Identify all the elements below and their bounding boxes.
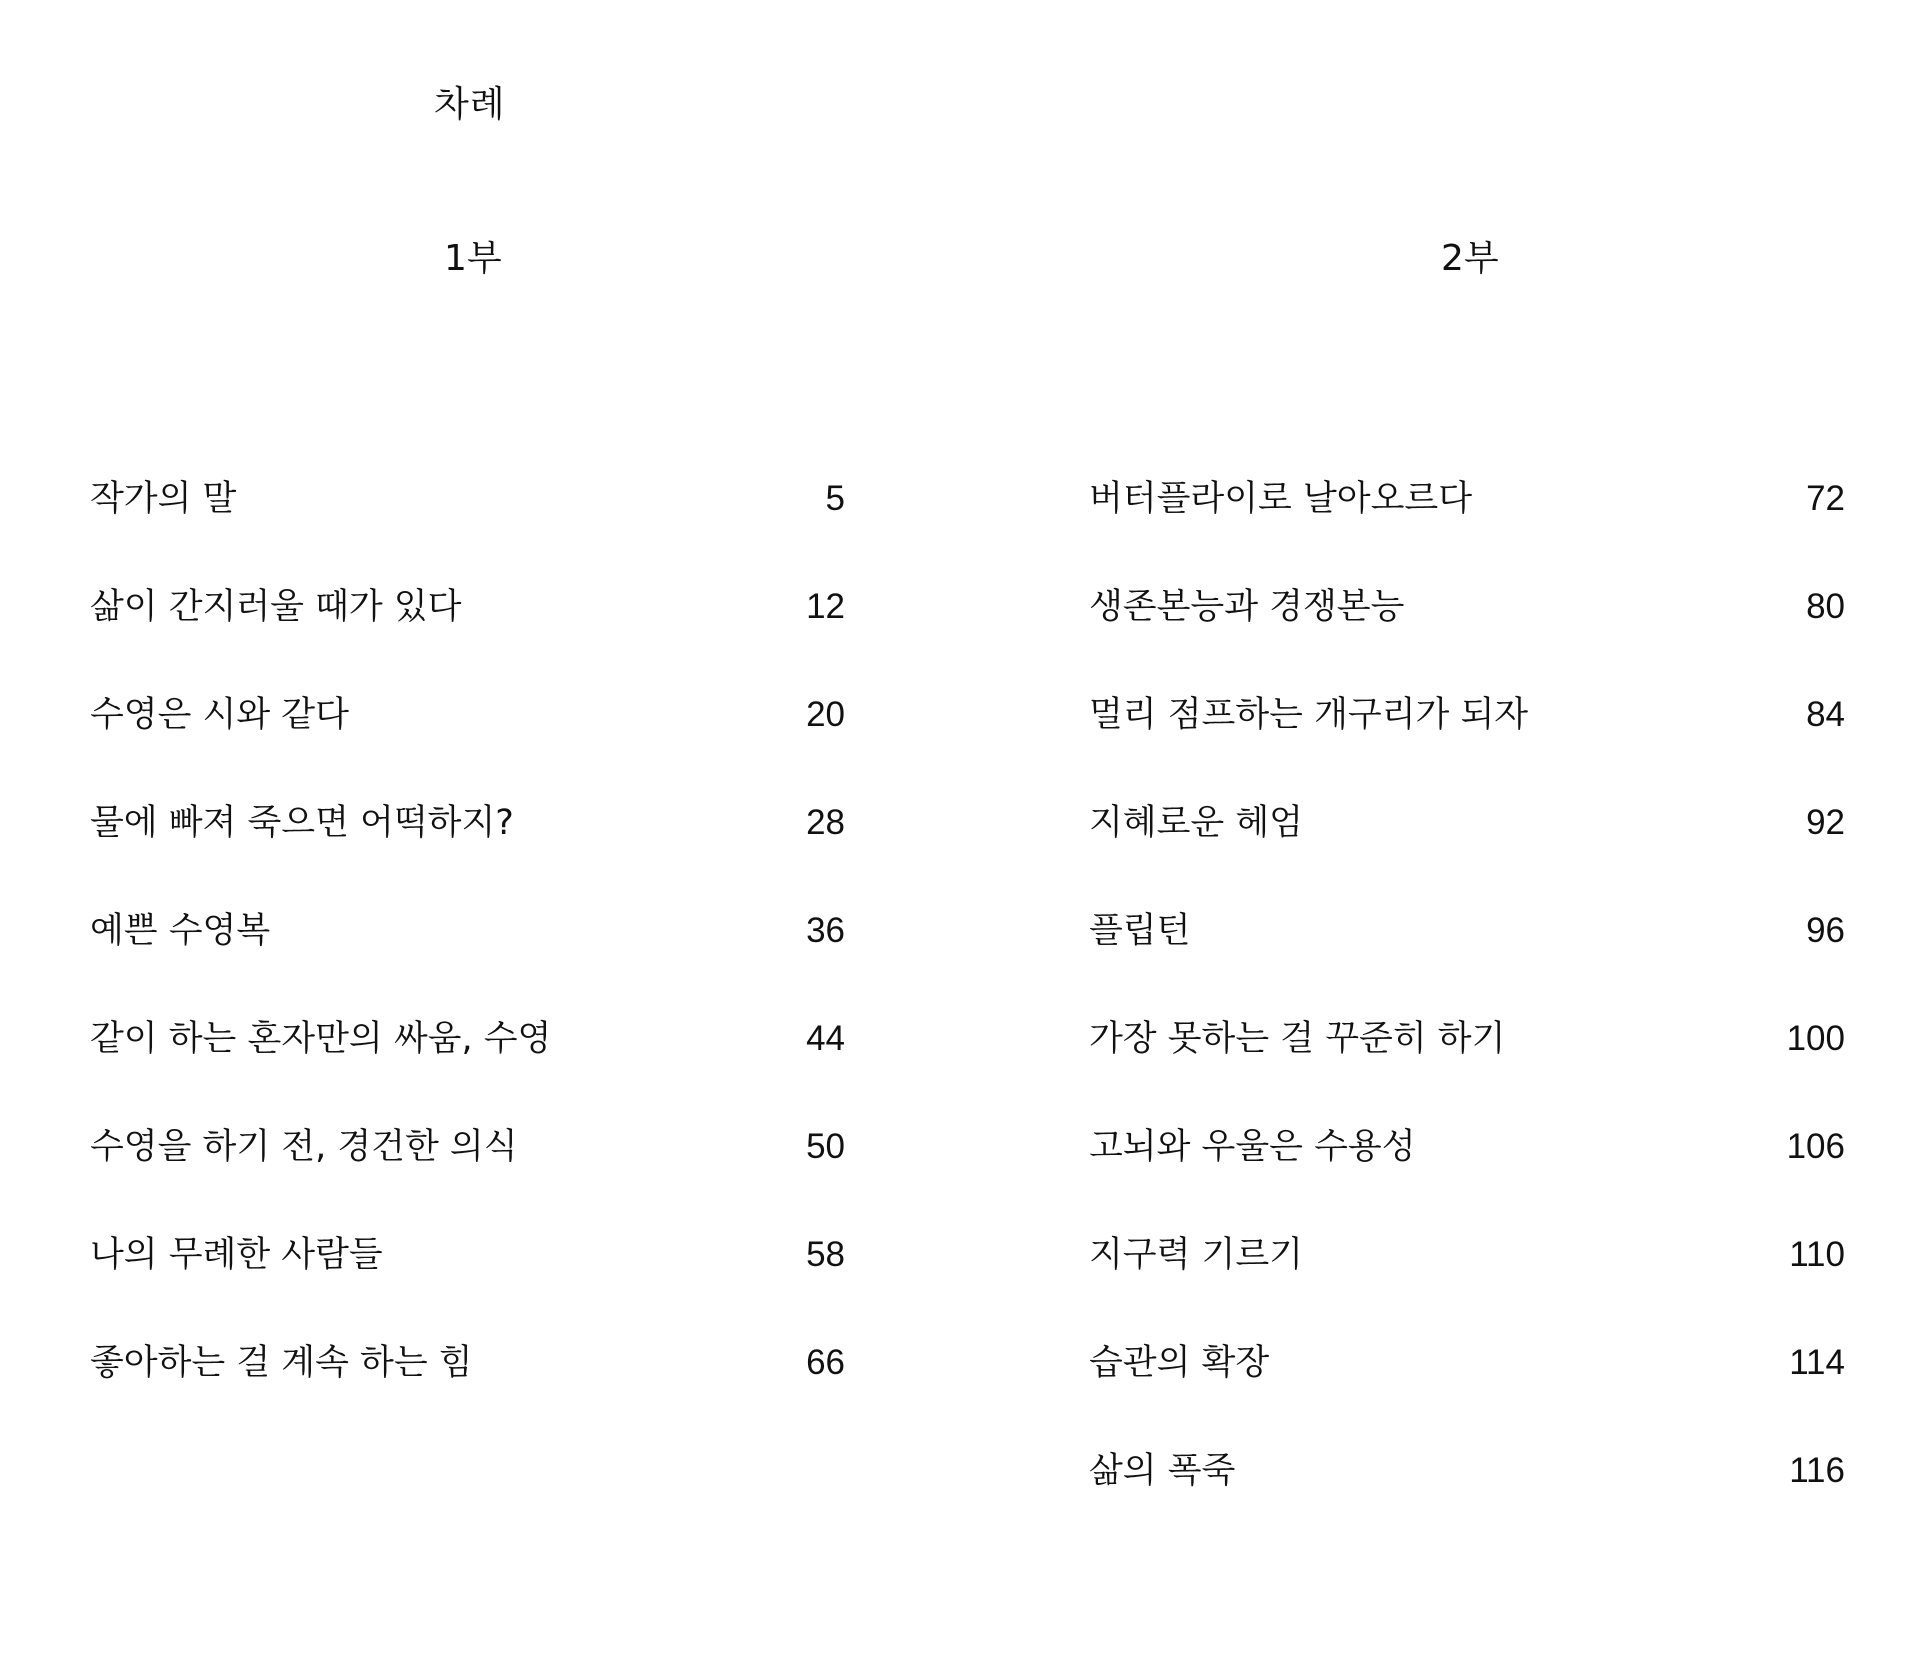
toc-entry xyxy=(90,661,845,769)
part-1-contents xyxy=(90,445,845,1417)
entry-title: 수영은 시와 같다 xyxy=(90,695,349,735)
entry-page-number: 5 xyxy=(825,479,845,518)
entry-page-number: 92 xyxy=(1806,803,1845,842)
entry-page-number: 28 xyxy=(806,803,845,842)
entry-title: 지혜로운 헤엄 xyxy=(1089,803,1303,843)
entry-page-number: 106 xyxy=(1786,1127,1845,1166)
entry-title: 버터플라이로 날아오르다 xyxy=(1089,479,1473,519)
entry-page-number: 80 xyxy=(1806,587,1845,626)
entry-title: 나의 무례한 사람들 xyxy=(90,1235,383,1275)
entry-title: 삶이 간지러울 때가 있다 xyxy=(90,587,462,627)
entry-page-number: 66 xyxy=(806,1343,845,1382)
toc-entry xyxy=(90,985,845,1093)
entry-page-number: 44 xyxy=(806,1019,845,1058)
entry-page-number: 36 xyxy=(806,911,845,950)
toc-entry xyxy=(1089,877,1845,985)
entry-title: 예쁜 수영복 xyxy=(90,911,271,951)
entry-title: 지구력 기르기 xyxy=(1089,1235,1303,1275)
entry-title: 같이 하는 혼자만의 싸움, 수영 xyxy=(90,1019,552,1059)
entry-page-number: 84 xyxy=(1806,695,1845,734)
part-2-contents xyxy=(1089,445,1845,1525)
entry-title: 좋아하는 걸 계속 하는 힘 xyxy=(90,1343,473,1383)
entry-page-number: 50 xyxy=(806,1127,845,1166)
toc-entry xyxy=(1089,1417,1845,1525)
part-2-heading: 2부 xyxy=(1441,238,1499,279)
toc-entry xyxy=(1089,1309,1845,1417)
toc-entry xyxy=(1089,1093,1845,1201)
toc-entry xyxy=(1089,1201,1845,1309)
part-1-heading: 1부 xyxy=(444,238,502,279)
entry-title: 고뇌와 우울은 수용성 xyxy=(1089,1127,1416,1167)
entry-title: 플립턴 xyxy=(1089,911,1191,951)
toc-entry xyxy=(90,769,845,877)
entry-page-number: 100 xyxy=(1786,1019,1845,1058)
entry-title: 삶의 폭죽 xyxy=(1089,1451,1236,1491)
entry-title: 물에 빠져 죽으면 어떡하지? xyxy=(90,803,514,843)
toc-entry xyxy=(1089,445,1845,553)
entry-page-number: 72 xyxy=(1806,479,1845,518)
entry-title: 멀리 점프하는 개구리가 되자 xyxy=(1089,695,1529,735)
toc-entry xyxy=(90,1093,845,1201)
toc-entry xyxy=(1089,985,1845,1093)
entry-title: 가장 못하는 걸 꾸준히 하기 xyxy=(1089,1019,1506,1059)
toc-entry xyxy=(1089,553,1845,661)
entry-page-number: 20 xyxy=(806,695,845,734)
entry-title: 수영을 하기 전, 경건한 의식 xyxy=(90,1127,518,1167)
entry-title: 생존본능과 경쟁본능 xyxy=(1089,587,1405,627)
toc-entry xyxy=(90,877,845,985)
entry-page-number: 114 xyxy=(1789,1343,1845,1382)
toc-entry xyxy=(1089,769,1845,877)
entry-title: 작가의 말 xyxy=(90,479,237,519)
entry-page-number: 12 xyxy=(806,587,845,626)
entry-title: 습관의 확장 xyxy=(1089,1343,1270,1383)
entry-page-number: 116 xyxy=(1789,1451,1845,1490)
entry-page-number: 58 xyxy=(806,1235,845,1274)
toc-entry xyxy=(90,553,845,661)
entry-page-number: 96 xyxy=(1806,911,1845,950)
toc-entry xyxy=(90,1309,845,1417)
entry-page-number: 110 xyxy=(1789,1235,1845,1274)
toc-entry xyxy=(90,1201,845,1309)
toc-entry xyxy=(1089,661,1845,769)
toc-entry xyxy=(90,445,845,553)
page-title: 차례 xyxy=(434,84,506,125)
